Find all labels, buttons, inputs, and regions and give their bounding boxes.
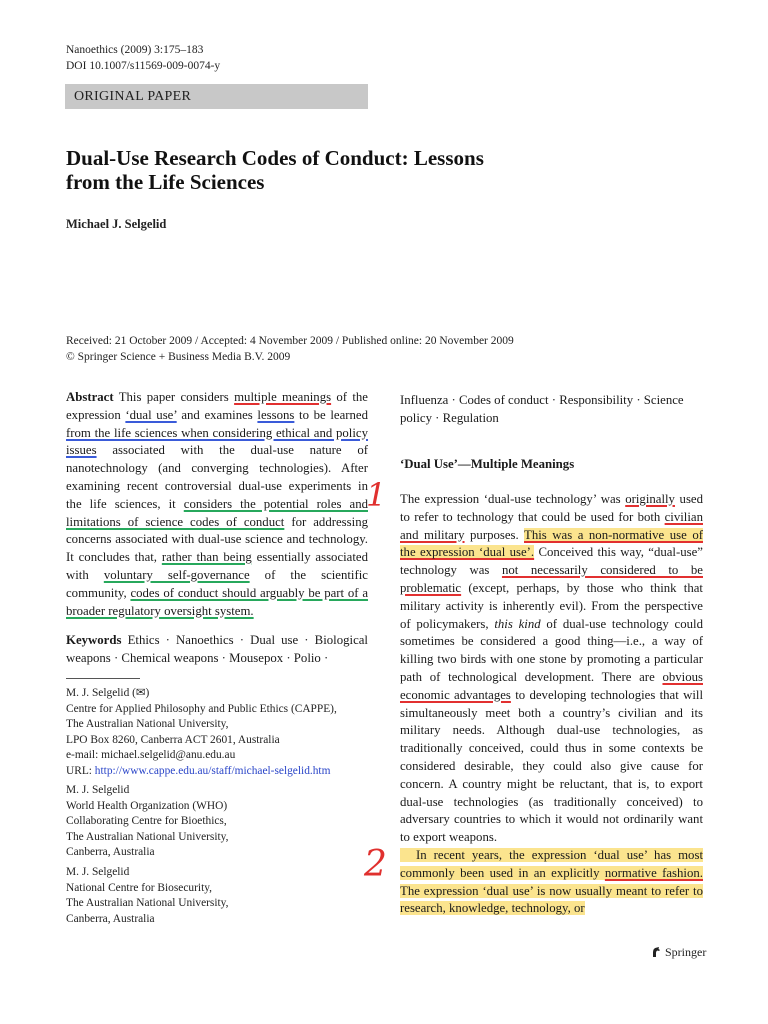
- article-type-badge: ORIGINAL PAPER: [65, 84, 368, 109]
- affiliation-2: [66, 783, 366, 861]
- abstract-text: associated with the dual-use nature of nanotechnology (and converging technologies). After examining recent controversial dual-use experiments in the life sciences, it: [66, 443, 368, 511]
- highlighted-phrase: This was a non-normative use of the expression ‘dual use’.: [400, 527, 703, 560]
- journal-citation: Nanoethics (2009) 3:175–183: [66, 44, 204, 56]
- url-label: URL:: [66, 764, 95, 777]
- annotated-phrase: lessons: [257, 407, 295, 422]
- keywords-continued: Influenza · Codes of conduct · Responsibility · Science policy · Regulation: [400, 393, 684, 425]
- affiliation-1: [66, 686, 366, 780]
- keywords-label: Keywords: [66, 633, 122, 647]
- handwritten-marker-2: 2: [364, 844, 387, 885]
- title-line-2: from the Life Sciences: [66, 170, 265, 194]
- annotated-phrase: voluntary self-governance: [103, 567, 250, 582]
- body-text: The expression ‘dual use’ is now usually meant to refer to research, knowledge, technology, or: [400, 883, 703, 916]
- body-text: to developing technologies that will simultaneously meet both a country’s civilian and its military needs. Although dual-use technologies, as traditionally conceived, could thus in some contexts be considered desirable, they could also give cause for concern. A country might be reluctant, that is, to export dual-use technologies (as traditionally conceived) to adversary countries to which it would not ordinarily want to export weapons.: [400, 687, 703, 845]
- author-name: Michael J. Selgelid: [66, 217, 167, 231]
- body-text: used to refer to technology that could be used for both: [400, 492, 704, 524]
- body-text: purposes.: [464, 527, 525, 542]
- copyright-line: © Springer Science + Business Media B.V. 2009: [66, 351, 291, 363]
- abstract-text: of the expression: [66, 390, 368, 422]
- affiliation-line: National Centre for Biosecurity,: [66, 881, 213, 894]
- affiliation-line: The Australian National University,: [66, 830, 229, 843]
- affiliation-name: M. J. Selgelid: [66, 784, 130, 796]
- keywords-text: Ethics · Nanoethics · Dual use · Biological weapons · Chemical weapons · Mousepox · Polio ·: [66, 633, 368, 665]
- abstract-text: essentially associated with: [66, 550, 368, 582]
- annotated-phrase: considers the potential roles and limitations of science codes of conduct: [66, 496, 368, 529]
- annotated-phrase: from the life sciences when considering ethical and policy issues: [66, 425, 368, 458]
- annotated-phrase: multiple meanings: [234, 390, 332, 404]
- body-text: The expression ‘dual-use technology’ was: [400, 492, 626, 506]
- affiliation-line: LPO Box 8260, Canberra ACT 2601, Australia: [66, 733, 280, 746]
- affiliation-line: Canberra, Australia: [66, 846, 155, 859]
- author-url-link[interactable]: http://www.cappe.edu.au/staff/michael-selgelid.htm: [94, 764, 331, 777]
- affiliation-email: e-mail: michael.selgelid@anu.edu.au: [66, 749, 236, 762]
- received-line: Received: 21 October 2009 / Accepted: 4 November 2009 / Published online: 20 November 2009: [66, 335, 514, 347]
- affiliation-line: The Australian National University,: [66, 897, 229, 910]
- annotated-phrase: obvious economic advantages: [400, 669, 703, 702]
- handwritten-marker-1: 1: [366, 476, 387, 514]
- title-line-1: Dual-Use Research Codes of Conduct: Lessons: [66, 146, 484, 170]
- abstract: [66, 389, 368, 620]
- body-text: (except, perhaps, by those who think that military activity is inherently evil). From the perspective of policymakers,: [400, 580, 703, 631]
- abstract-text: for addressing concerns associated with dual-use science and technology. It concludes that,: [66, 514, 368, 565]
- affiliation-line: World Health Organization (WHO): [66, 799, 228, 812]
- affiliation-line: Collaborating Centre for Bioethics,: [66, 815, 227, 828]
- affiliation-url-line: [66, 764, 366, 780]
- italic-phrase: this kind: [494, 616, 541, 631]
- annotated-phrase: normative fashion.: [604, 865, 703, 880]
- affiliation-name: M. J. Selgelid: [66, 866, 130, 878]
- annotated-phrase: civilian and military: [400, 509, 703, 542]
- affiliation-line: Centre for Applied Philosophy and Public Ethics (CAPPE),: [66, 702, 337, 715]
- springer-horse-icon: [650, 946, 662, 958]
- annotated-phrase: not necessarily considered to be problematic: [400, 563, 703, 595]
- body-text: In recent years, the expression ‘dual use’ has most commonly been used in an explicitly: [400, 847, 703, 880]
- journal-info: [66, 42, 220, 74]
- affiliation-line: Canberra, Australia: [66, 912, 155, 925]
- highlighted-paragraph: [400, 848, 703, 915]
- annotated-phrase: codes of conduct should arguably be part of a broader regulatory oversight system.: [66, 585, 369, 618]
- journal-doi: DOI 10.1007/s11569-009-0074-y: [66, 60, 221, 72]
- publisher-name: Springer: [665, 945, 707, 959]
- section-heading: ‘Dual Use’—Multiple Meanings: [400, 457, 575, 471]
- affiliation-3: [66, 865, 366, 927]
- abstract-text: to be learned: [294, 407, 368, 422]
- abstract-text: This paper considers: [113, 390, 235, 404]
- publication-dates: [66, 333, 514, 365]
- affiliation-divider: [66, 678, 140, 679]
- body-text: Conceived this way, “dual-use” technology was: [400, 545, 703, 578]
- abstract-text: and examines: [176, 407, 258, 422]
- annotated-phrase: rather than being: [161, 550, 252, 565]
- body-text: of dual-use technology could sometimes be considered a good thing—i.e., a way of killing two birds with one stone by promoting a particular path of technological development. There are: [400, 616, 703, 684]
- keywords: [66, 632, 368, 668]
- section-body: [400, 491, 703, 918]
- affiliation-name: M. J. Selgelid (✉): [66, 687, 150, 699]
- abstract-text: of the scientific community,: [66, 567, 368, 600]
- annotated-phrase: originally: [625, 492, 675, 506]
- annotated-phrase: ‘dual use’: [125, 407, 177, 422]
- abstract-label: Abstract: [66, 390, 114, 404]
- publisher-logo: [650, 945, 706, 960]
- paper-title: [66, 146, 586, 194]
- affiliation-line: The Australian National University,: [66, 718, 229, 731]
